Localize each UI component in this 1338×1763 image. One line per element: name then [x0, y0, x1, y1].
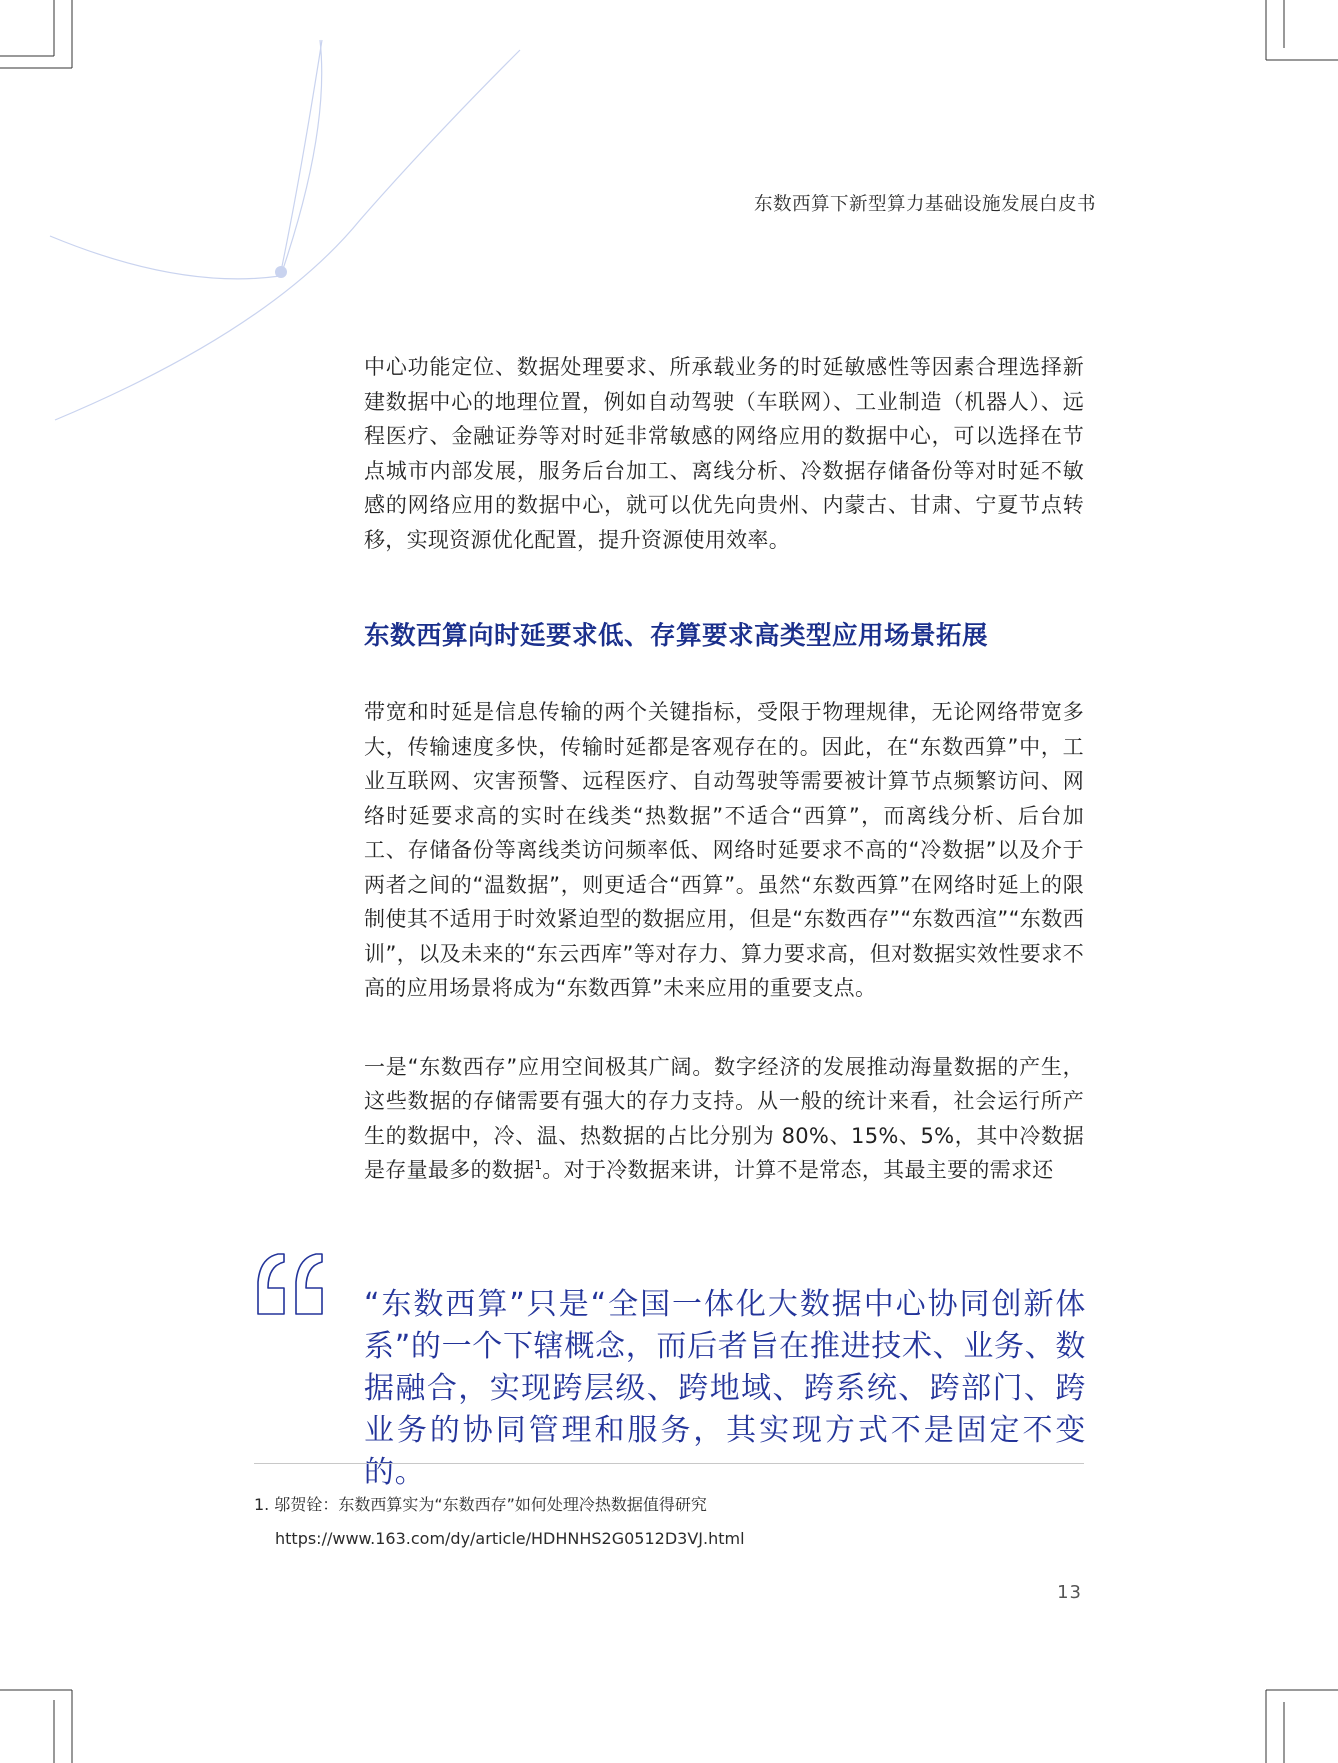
paragraph-2: 带宽和时延是信息传输的两个关键指标，受限于物理规律，无论网络带宽多大，传输速度多快，传输时延都是客观存在的。因此，在“东数西算”中，工业互联网、灾害预警、远程医疗、自动驾驶等需要被计算节点频繁访问、网络时延要求高的实时在线类“热数据”不适合“西算”，而离线分析、后台加工、存储备份等离线类访问频率低、网络时延要求不高的“冷数据”以及介于两者之间的“温数据”，则更适合“西算”。虽然“东数西算”在网络时延上的限制使其不适用于时效紧迫型的数据应用，但是“东数西存”“东数西渲”“东数西训”，以及未来的“东云西库”等对存力、算力要求高，但对数据实效性要求不高的应用场景将成为“东数西算”未来应用的重要支点。 — [364, 700, 1084, 1000]
crop-mark-bottom-left — [0, 1690, 72, 1763]
pull-quote: “东数西算”只是“全国一体化大数据中心协同创新体系”的一个下辖概念，而后者旨在推进技术、业务、数据融合，实现跨层级、跨地域、跨系统、跨部门、跨业务的协同管理和服务，其实现方式不是固定不变的。 — [364, 1287, 1086, 1490]
quote-mark-icon — [254, 1252, 326, 1316]
page-number: 13 — [1057, 1582, 1082, 1603]
footnote-1-link[interactable]: https://www.163.com/dy/article/HDHNHS2G0512D3VJ.html — [275, 1529, 745, 1548]
crop-mark-bottom-right — [1266, 1690, 1338, 1763]
footnote-divider — [254, 1463, 1084, 1464]
crop-mark-top-right — [1266, 0, 1338, 60]
decorative-dot — [275, 266, 287, 278]
footnote-1-text: 1. 邬贺铨：东数西算实为“东数西存”如何处理冷热数据值得研究 — [254, 1495, 707, 1514]
paragraph-3 — [364, 1050, 1084, 1188]
main-content — [364, 350, 1084, 1188]
paragraph-3-text: 一是“东数西存”应用空间极其广阔。数字经济的发展推动海量数据的产生，这些数据的存储需要有强大的存力支持。从一般的统计来看，社会运行所产生的数据中，冷、温、热数据的占比分别为 80%、15%、5%，其中冷数据是存量最多的数据 — [364, 1054, 1084, 1182]
crop-mark-top-left — [0, 0, 72, 68]
section-heading: 东数西算向时延要求低、存算要求高类型应用场景拓展 — [364, 621, 989, 651]
running-header: 东数西算下新型算力基础设施发展白皮书 — [753, 194, 1096, 215]
paragraph-3-continuation: 。对于冷数据来讲，计算不是常态，其最主要的需求还 — [542, 1158, 1054, 1182]
footnote-reference-1[interactable]: 1 — [534, 1158, 543, 1172]
footnote-block — [254, 1488, 1084, 1556]
paragraph-1: 中心功能定位、数据处理要求、所承载业务的时延敏感性等因素合理选择新建数据中心的地理位置，例如自动驾驶（车联网）、工业制造（机器人）、远程医疗、金融证券等对时延非常敏感的网络应用的数据中心，可以选择在节点城市内部发展，服务后台加工、离线分析、冷数据存储备份等对时延不敏感的网络应用的数据中心，就可以优先向贵州、内蒙古、甘肃、宁夏节点转移，实现资源优化配置，提升资源使用效率。 — [364, 355, 1084, 552]
